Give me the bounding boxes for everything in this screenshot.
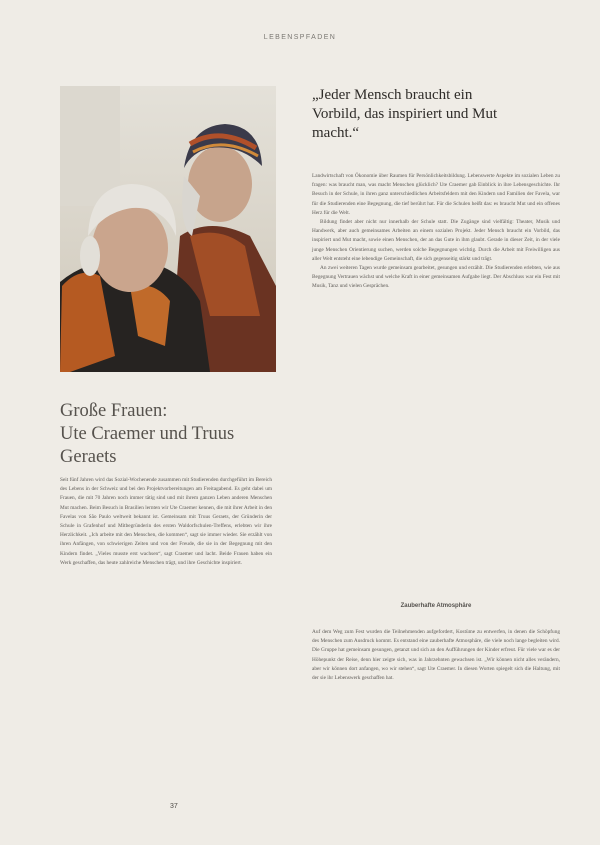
quote-line: Vorbild, das inspiriert und Mut [312, 106, 498, 122]
pull-quote [312, 86, 562, 143]
article-title [60, 400, 290, 469]
portrait-photo [60, 86, 276, 372]
body-text-right [312, 172, 560, 292]
paragraph: Landwirtschaft von Ökonomie über Raumen für Persönlichkeitsbildung. Lebenswerte Aspekte im sozialen Leben zu fragen: was braucht man, was macht Menschen glücklich? Ute Craemer gab Einblick in ihre Lebensgeschichte. Ihr Besuch in der Schule, in ihren ganz unterschiedlichen Arbeitsfeldern mit den Kindern und Familien der Favela, war für die Studierenden eine Begegnung, die tief berührt hat. Für die Schulen heißt das: es braucht Mut und ein offenes Herz für die Welt. [312, 173, 560, 216]
quote-line: macht.“ [312, 125, 360, 141]
title-line: Große Frauen: [60, 401, 168, 421]
quote-line: „Jeder Mensch braucht ein [312, 87, 473, 103]
page-footer [170, 803, 430, 810]
body-text-left: Seit fünf Jahren wird das Sozial-Wochenende zusammen mit Studierenden durchgeführt im Bereich des Lebens in der Schweiz und bei den Projektvorbereitungen am Freitagabend. Es geht dabei um Frauen, die mit 70 Jahren noch immer tätig sind und mit ihrem ganzen Leben anderen Menschen Mut machen. Beim Besuch in Brasilien lernten wir Ute Craemer kennen, die mit ihrer Arbeit in den Favelas von São Paulo weltweit bekannt ist. Gemeinsam mit Truus Geraets, der Gründerin der Schule in Grafenhof und Mitbegründerin des ersten Waldorfschulen-Treffens, erlebten wir ihre Herzlichkeit. „Ich arbeite mit den Menschen, die kommen“, sagt sie immer wieder. Sie erzählt von ihren Anfängen, von schwierigen Zeiten und von der Freude, die sie in der Begegnung mit den Kindern findet. „Vieles musste erst wachsen“, sagt Craemer und lacht. Beide Frauen haben ein Werk geschaffen, das heute zahlreiche Menschen trägt, und ihre Geschichte inspiriert. [60, 477, 272, 566]
paragraph: Bildung findet aber nicht nur innerhalb der Schule statt. Die Zugänge sind vielfältig: Theater, Musik und Handwerk, aber auch gemeinsames Arbeiten an einem sozialen Projekt. Jeder Mensch braucht ein Vorbild, das inspiriert und Mut macht, sowie einen Menschen, der an das Gute in ihm glaubt. Gerade in dieser Zeit, in der viele junge Menschen Orientierung suchen, werden solche Begegnungen wichtig. Durch die Arbeit mit Freiwilligen aus aller Welt entsteht eine lebendige Gemeinschaft, die sich gegenseitig stärkt und trägt. [312, 219, 560, 262]
title-line: Ute Craemer und Truus [60, 424, 235, 444]
section-header: LEBENSPFADEN [263, 34, 337, 41]
title-line: Geraets [60, 447, 117, 467]
paragraph: An zwei weiteren Tagen wurde gemeinsam gearbeitet, gesungen und erzählt. Die Studierenden erlebten, wie aus Begegnung Vertrauen wächst und welche Kraft in einer gemeinsamen Aufgabe liegt. Der Abschluss war ein Fest mit Musik, Tanz und vielen Gesprächen. [312, 265, 560, 290]
body-text-right-continued: Auf dem Weg zum Fest wurden die Teilnehmenden aufgefordert, Kostüme zu entwerfen, in denen die Schöpfung des Menschen zum Ausdruck kommt. Es entstand eine zauberhafte Atmosphäre, die viele noch lange begleiten wird. Die Gruppe hat gemeinsam gesungen, getanzt und sich an den Aufführungen der Kinder erfreut. Für viele war es der Höhepunkt der Reise, denn hier zeigte sich, was in Jahrzehnten gewachsen ist. „Wir können nicht alles verändern, aber wir können dort anfangen, wo wir stehen“, sagt Ute Craemer. In diesen Worten spiegelt sich die Haltung, mit der sie ihr Lebenswerk geschaffen hat. [312, 629, 560, 682]
photo-illustration [60, 86, 276, 372]
page-number: 37 [170, 803, 178, 810]
subheading: Zauberhafte Atmosphäre [400, 603, 472, 609]
